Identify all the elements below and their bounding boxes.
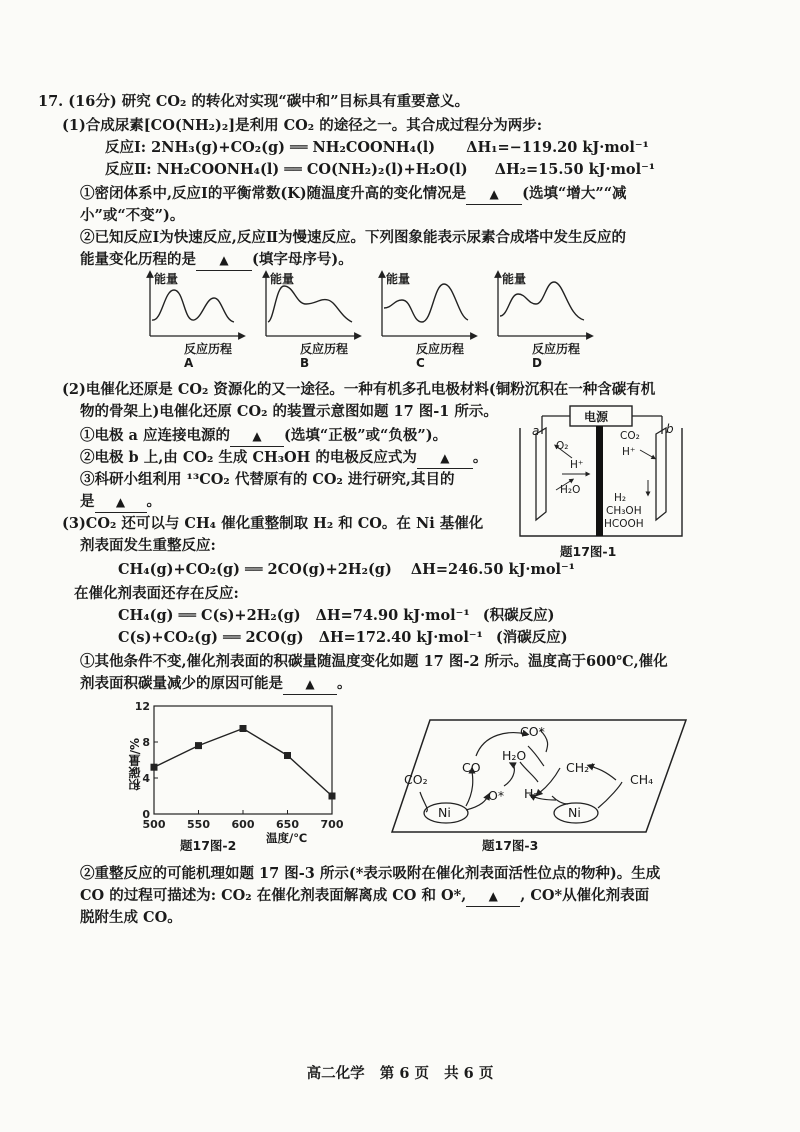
data-point	[329, 793, 336, 800]
question-2c	[80, 492, 161, 513]
answer-blank-3b[interactable]: ▲	[466, 886, 520, 907]
figure-1-svg	[516, 404, 686, 564]
figure-1-electrolysis-cell	[516, 404, 686, 564]
energy-axis-label-d: 能量	[502, 272, 527, 286]
h2o-label: H₂O	[560, 484, 581, 496]
option-label-d: D	[532, 356, 542, 370]
reaction-3-equation: CH₄(g)+CO₂(g) ══ 2CO(g)+2H₂(g)	[118, 561, 392, 578]
part2-line1: (2)电催化还原是 CO₂ 资源化的又一途径。一种有机多孔电极材料(铜粉沉积在一种含碳有机	[62, 381, 656, 398]
question-2c-line1: ③科研小组利用 ¹³CO₂ 代替原有的 CO₂ 进行研究,其目的	[80, 471, 455, 488]
ch4-mech-label: CH₄	[630, 772, 654, 787]
question-points: (16分)	[68, 93, 117, 110]
power-source-label: 电源	[584, 410, 609, 424]
option-label-a: A	[184, 356, 194, 370]
co-star-label: CO*	[520, 724, 545, 739]
y-tick-label: 12	[134, 700, 150, 713]
part2-line2: 物的骨架上)电催化还原 CO₂ 的装置示意图如题 17 图-1 所示。	[80, 403, 498, 420]
reaction-4-note: (积碳反应)	[482, 607, 555, 624]
o2-label: O₂	[556, 440, 569, 452]
h-plus-label-left: H⁺	[570, 459, 584, 471]
option-label-b: B	[300, 356, 310, 370]
hcooh-label: HCOOH	[604, 518, 644, 530]
reaction-2-equation: 反应Ⅱ: NH₂COONH₄(l) ══ CO(NH₂)₂(l)+H₂O(l)	[105, 161, 468, 178]
question-number: 17.	[38, 93, 64, 110]
question-1b-text: 能量变化历程的是	[80, 251, 196, 268]
option-label-c: C	[416, 356, 425, 370]
page-footer: 高二化学 第 6 页 共 6 页	[306, 1065, 494, 1082]
energy-axis-label-b: 能量	[270, 272, 295, 286]
question-3a	[80, 674, 352, 695]
x-tick-label: 550	[187, 818, 210, 831]
reaction-4-enthalpy: ΔH=74.90 kJ·mol⁻¹	[315, 607, 470, 624]
h2-mech-label: H₂	[524, 786, 539, 801]
question-3a-end: 。	[337, 675, 352, 692]
chart-x-axis-label: 温度/℃	[266, 831, 308, 845]
question-1a-options: (选填“增大”“减	[522, 185, 627, 202]
energy-profile-options	[140, 270, 700, 374]
ch2-star-label: CH₂*	[566, 760, 596, 775]
question-3b-text: CO 的过程可描述为: CO₂ 在催化剂表面解离成 CO 和 O*,	[80, 887, 467, 904]
question-1a-text: ①密闭体系中,反应Ⅰ的平衡常数(K)随温度升高的变化情况是	[80, 185, 467, 202]
question-1b-line1: ②已知反应Ⅰ为快速反应,反应Ⅱ为慢速反应。下列图象能表示尿素合成塔中发生反应的	[80, 229, 627, 246]
answer-blank-1b[interactable]: ▲	[196, 250, 252, 271]
co2-mech-label: CO₂	[404, 772, 428, 787]
x-tick-label: 600	[231, 818, 255, 831]
question-2c-end: 。	[146, 493, 161, 510]
h2-label: H₂	[614, 492, 627, 504]
electrode-a-label: a	[532, 424, 540, 438]
reaction-2	[105, 160, 655, 180]
part3-line2: 剂表面发生重整反应:	[80, 537, 216, 554]
question-2a	[80, 426, 447, 447]
question-3b	[80, 886, 649, 907]
reaction-3	[118, 560, 575, 580]
figure-3-mechanism	[390, 716, 690, 836]
figure-2-svg	[116, 700, 346, 850]
path-axis-label-b: 反应历程	[300, 342, 349, 356]
co-mech-label: CO	[462, 760, 481, 775]
question-2b	[80, 448, 487, 469]
question-3a-text: 剂表面积碳量减少的原因可能是	[80, 675, 283, 692]
data-point	[284, 752, 291, 759]
question-2c-text: 是	[80, 493, 95, 510]
question-2b-end: 。	[472, 449, 488, 466]
ni-label-right: Ni	[568, 805, 581, 820]
ni-label-left: Ni	[438, 805, 451, 820]
answer-blank-1a[interactable]: ▲	[466, 184, 522, 205]
data-point	[240, 725, 247, 732]
answer-blank-2c[interactable]: ▲	[95, 492, 147, 513]
reaction-5-equation: C(s)+CO₂(g) ══ 2CO(g)	[118, 629, 304, 646]
reaction-3-enthalpy: ΔH=246.50 kJ·mol⁻¹	[410, 561, 575, 578]
h-plus-label-right: H⁺	[622, 446, 636, 458]
reaction-5	[118, 628, 568, 648]
question-heading	[38, 92, 469, 112]
path-axis-label-c: 反应历程	[416, 342, 465, 356]
part1-title: (1)合成尿素[CO(NH₂)₂]是利用 CO₂ 的途径之一。其合成过程分为两步:	[62, 117, 543, 134]
question-3b-line1: ②重整反应的可能机理如题 17 图-3 所示(*表示吸附在催化剂表面活性位点的物种)。生成	[80, 865, 661, 882]
question-2a-options: (选填“正极”或“负极”)。	[284, 427, 448, 444]
series-line	[154, 729, 332, 797]
question-1a-line2: 小”或“不变”)。	[80, 207, 185, 224]
part3-line1: (3)CO₂ 还可以与 CH₄ 催化重整制取 H₂ 和 CO。在 Ni 基催化	[62, 515, 484, 532]
figure-3-caption: 题17图-3	[482, 838, 539, 853]
energy-axis-label-a: 能量	[154, 272, 179, 286]
y-tick-label: 4	[142, 772, 150, 785]
x-tick-label: 650	[276, 818, 299, 831]
reaction-2-enthalpy: ΔH₂=15.50 kJ·mol⁻¹	[494, 161, 656, 178]
h2o-mech-label: H₂O	[502, 748, 527, 763]
reaction-1-equation: 反应Ⅰ: 2NH₃(g)+CO₂(g) ══ NH₂COONH₄(l)	[105, 139, 436, 156]
o-star-label: O*	[488, 788, 505, 803]
question-intro: 研究 CO₂ 的转化对实现“碳中和”目标具有重要意义。	[121, 93, 470, 110]
x-tick-label: 500	[142, 818, 166, 831]
question-2a-text: ①电极 a 应连接电源的	[80, 427, 230, 444]
part3-line3: 在催化剂表面还存在反应:	[74, 585, 239, 602]
figure-2-chart	[116, 700, 346, 850]
question-1b-hint: (填字母序号)。	[252, 251, 353, 268]
reaction-1-enthalpy: ΔH₁=−119.20 kJ·mol⁻¹	[466, 139, 649, 156]
data-point	[151, 764, 158, 771]
question-3a-line1: ①其他条件不变,催化剂表面的积碳量随温度变化如题 17 图-2 所示。温度高于600℃,催化	[80, 653, 668, 670]
energy-axis-label-c: 能量	[386, 272, 411, 286]
figure-1-caption: 题17图-1	[560, 544, 617, 559]
question-2b-text: ②电极 b 上,由 CO₂ 生成 CH₃OH 的电极反应式为	[80, 449, 417, 466]
data-point	[195, 742, 202, 749]
chart-plot-frame	[154, 706, 332, 814]
question-1a	[80, 184, 627, 205]
y-tick-label: 0	[142, 808, 150, 821]
question-1b	[80, 250, 353, 271]
co2-label: CO₂	[620, 430, 640, 442]
answer-blank-3a[interactable]: ▲	[283, 674, 337, 695]
reaction-5-note: (消碳反应)	[495, 629, 568, 646]
path-axis-label-a: 反应历程	[184, 342, 233, 356]
ch3oh-label: CH₃OH	[606, 505, 642, 517]
figure-2-caption: 题17图-2	[180, 838, 237, 853]
y-tick-label: 8	[142, 736, 150, 749]
x-tick-label: 700	[320, 818, 344, 831]
reaction-4	[118, 606, 555, 626]
answer-blank-2a[interactable]: ▲	[230, 426, 284, 447]
question-3b-text-cont: , CO*从催化剂表面	[520, 887, 650, 904]
reaction-1	[105, 138, 649, 158]
chart-y-axis-label: 积碳量/%	[128, 738, 142, 791]
answer-blank-2b[interactable]: ▲	[417, 448, 473, 469]
question-3b-line3: 脱附生成 CO。	[80, 909, 182, 926]
reaction-4-equation: CH₄(g) ══ C(s)+2H₂(g)	[118, 607, 301, 624]
path-axis-label-d: 反应历程	[532, 342, 581, 356]
reaction-5-enthalpy: ΔH=172.40 kJ·mol⁻¹	[318, 629, 483, 646]
electrode-b-label: b	[666, 422, 674, 436]
